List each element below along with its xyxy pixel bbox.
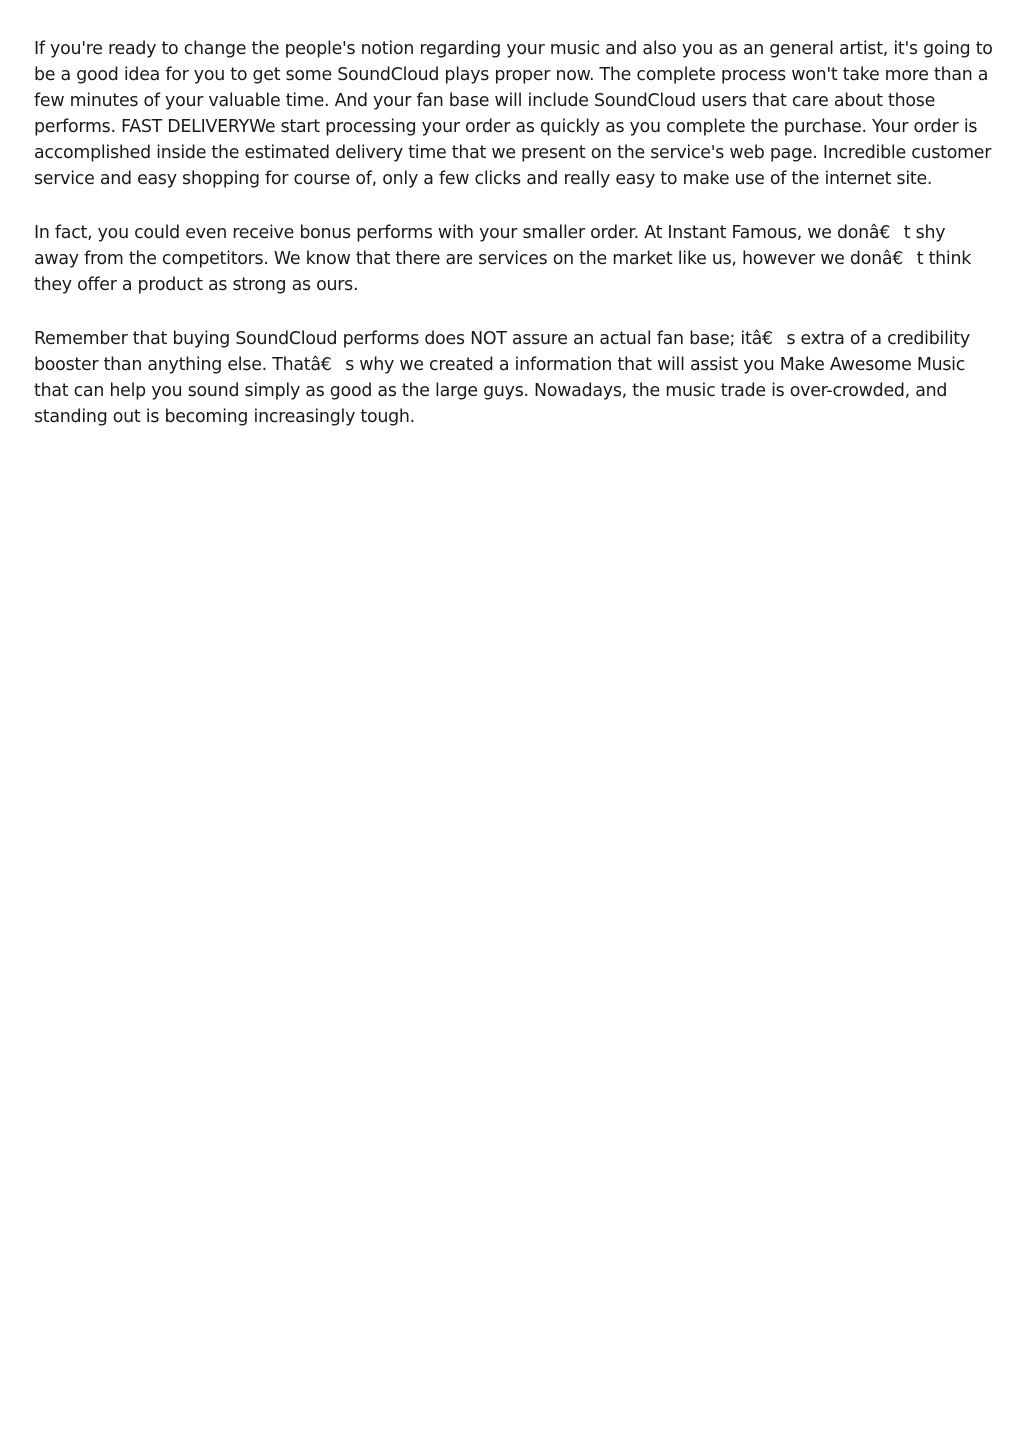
document-body <box>34 36 994 458</box>
paragraph-1: If you're ready to change the people's notion regarding your music and also you as an general artist, it's going to be a good idea for you to get some SoundCloud plays proper now. The complete process won't take more than a few minutes of your valuable time. And your fan base will include SoundCloud users that care about those performs. FAST DELIVERYWe start processing your order as quickly as you complete the purchase. Your order is accomplished inside the estimated delivery time that we present on the service's web page. Incredible customer service and easy shopping for course of, only a few clicks and really easy to make use of the internet site. <box>34 39 993 189</box>
paragraph-3: Remember that buying SoundCloud performs does NOT assure an actual fan base; itâ€s extra of a credibility booster than anything else. Thatâ€s why we created a information that will assist you Make Awesome Music that can help you sound simply as good as the large guys. Nowadays, the music trade is over-crowded, and standing out is becoming increasingly tough. <box>34 329 970 427</box>
paragraph-2: In fact, you could even receive bonus performs with your smaller order. At Instant Famous, we donâ€t shy away from the competitors. We know that there are services on the market like us, however we donâ€t think they offer a product as strong as ours. <box>34 223 972 295</box>
